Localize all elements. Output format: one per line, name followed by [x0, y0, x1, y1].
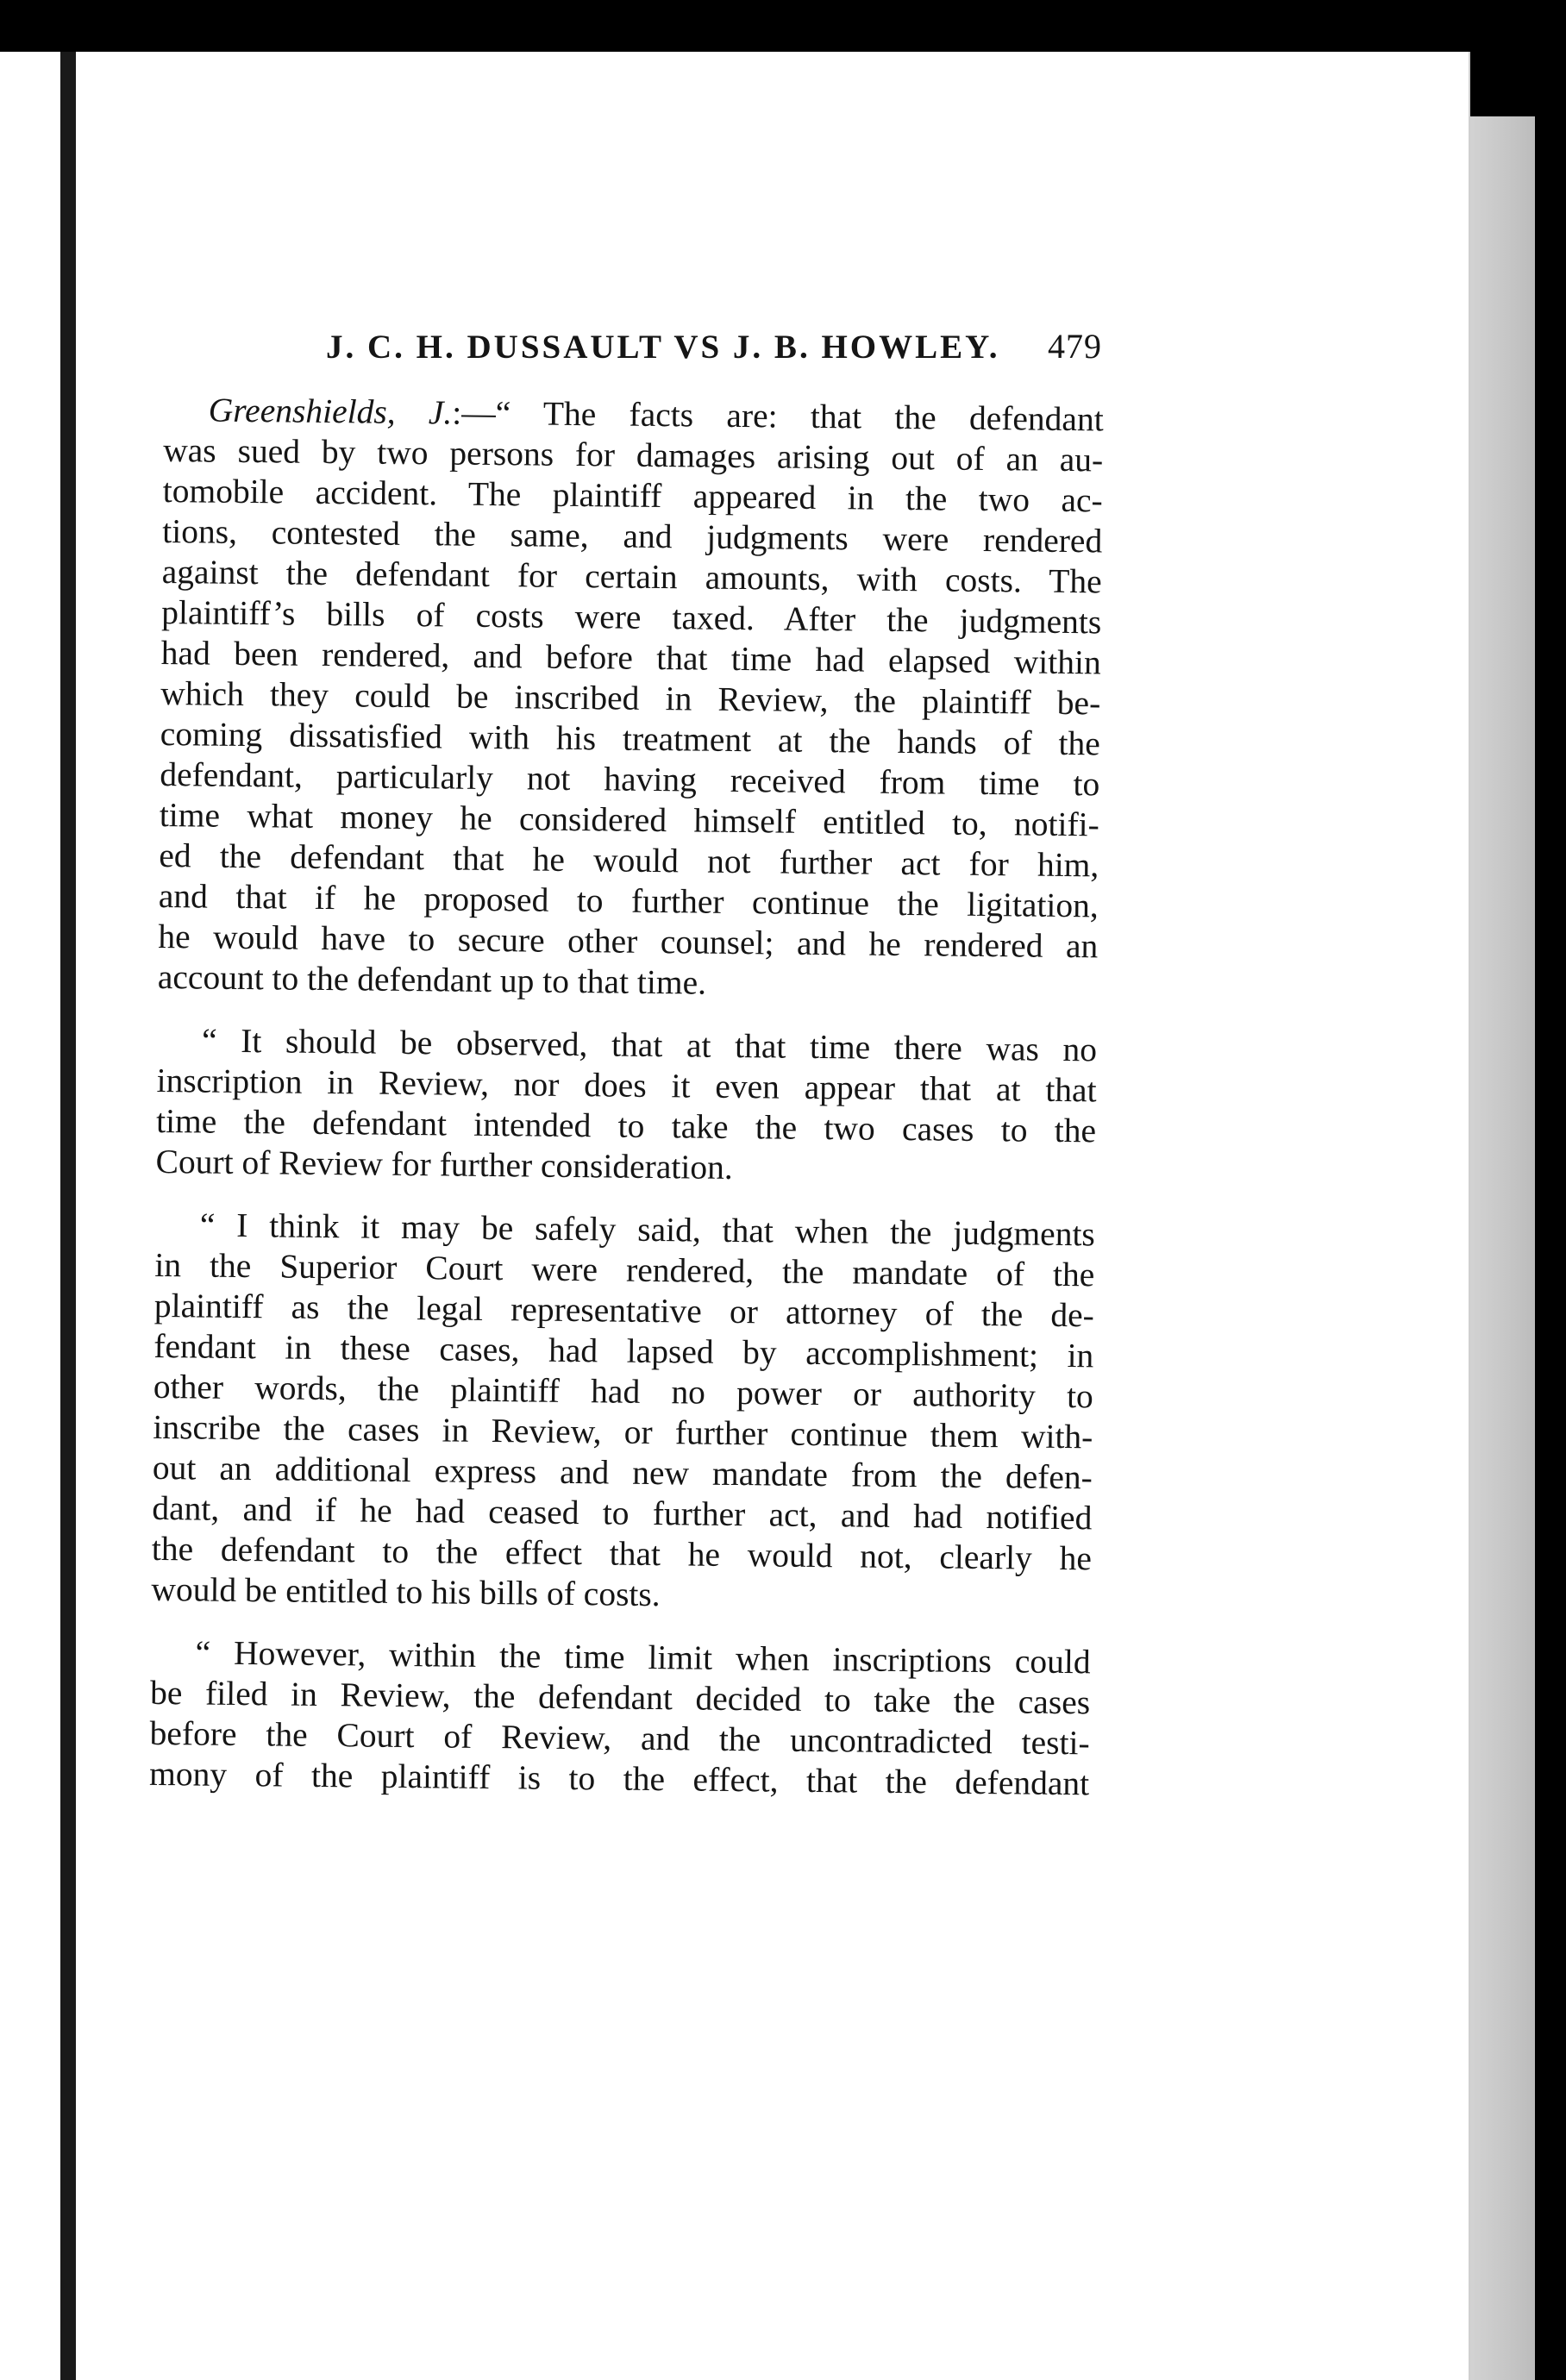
text-line: and that if he proposed to further continue the ligitation, — [158, 876, 1099, 925]
text-line: plaintiff’s bills of costs were taxed. After the judgments — [161, 592, 1102, 642]
text-line: time the defendant intended to take the two cases to the — [155, 1101, 1097, 1150]
text-line: Greenshields, J.:—“ The facts are: that the defendant — [208, 391, 1104, 439]
text-line: fendant in these cases, had lapsed by accomplishment; in — [153, 1326, 1094, 1375]
page-stack-edge — [1466, 116, 1535, 2380]
paragraph-4 — [149, 1632, 1091, 1804]
text-line: account to the defendant up to that time. — [157, 957, 707, 1002]
text-line: be filed in Review, the defendant decided to take the cases — [149, 1673, 1091, 1722]
binding-shadow — [60, 52, 76, 2380]
text-line: which they could be inscribed in Review, the plaintiff be- — [160, 673, 1101, 723]
paragraph-2 — [155, 1020, 1097, 1192]
text-line: the defendant to the effect that he would not, clearly he — [151, 1529, 1093, 1578]
text-line: inscription in Review, nor does it even appear that at that — [156, 1061, 1097, 1110]
text-line: coming dissatisfied with his treatment at the hands of the — [160, 714, 1100, 763]
text-line: “ However, within the time limit when inscriptions could — [195, 1633, 1091, 1682]
text-line: mony of the plaintiff is to the effect, that the defendant — [148, 1754, 1090, 1803]
text-line: Court of Review for further consideration. — [155, 1142, 733, 1187]
text-line: other words, the plaintiff had no power or authority to — [153, 1367, 1094, 1416]
text-line: plaintiff as the legal representative or attorney of the de- — [153, 1286, 1095, 1335]
paragraph-1 — [158, 390, 1104, 1007]
text-line: he would have to secure other counsel; and he rendered an — [158, 917, 1099, 966]
text-line: tomobile accident. The plaintiff appeared in the two ac- — [162, 471, 1103, 520]
page-number: 479 — [1048, 327, 1102, 366]
text-line: tions, contested the same, and judgments were rendered — [162, 511, 1103, 561]
text-line: time what money he considered himself entitled to, notifi- — [159, 795, 1100, 844]
text-line: out an additional express and new mandate from the defen- — [152, 1448, 1093, 1497]
facing-page-edge — [0, 52, 60, 2380]
text-line: in the Superior Court were rendered, the mandate of the — [154, 1245, 1095, 1294]
text-line: defendant, particularly not having received from time to — [160, 755, 1100, 804]
text-line: was sued by two persons for damages arising out of an au- — [163, 430, 1104, 479]
text-line: “ I think it may be safely said, that when the judgments — [199, 1206, 1096, 1254]
text-line: ed the defendant that he would not further act for him, — [159, 836, 1099, 885]
paragraph-3 — [151, 1205, 1095, 1619]
text-line: had been rendered, and before that time had elapsed within — [160, 633, 1101, 682]
running-head-title: J. C. H. DUSSAULT VS J. B. HOWLEY. — [326, 329, 1000, 366]
text-line: dant, and if he had ceased to further act, and had notified — [152, 1488, 1093, 1538]
body-text — [149, 390, 1104, 1826]
text-line: inscribe the cases in Review, or further continue them with- — [153, 1407, 1093, 1456]
text-line: “ It should be observed, that at that time there was no — [201, 1021, 1098, 1069]
judge-name: Greenshields, J. — [208, 391, 453, 432]
running-head — [326, 326, 1102, 366]
text-line: against the defendant for certain amounts, with costs. The — [161, 552, 1102, 601]
text-line: before the Court of Review, and the uncontradicted testi- — [149, 1713, 1090, 1763]
text-line: would be entitled to his bills of costs. — [151, 1569, 661, 1614]
